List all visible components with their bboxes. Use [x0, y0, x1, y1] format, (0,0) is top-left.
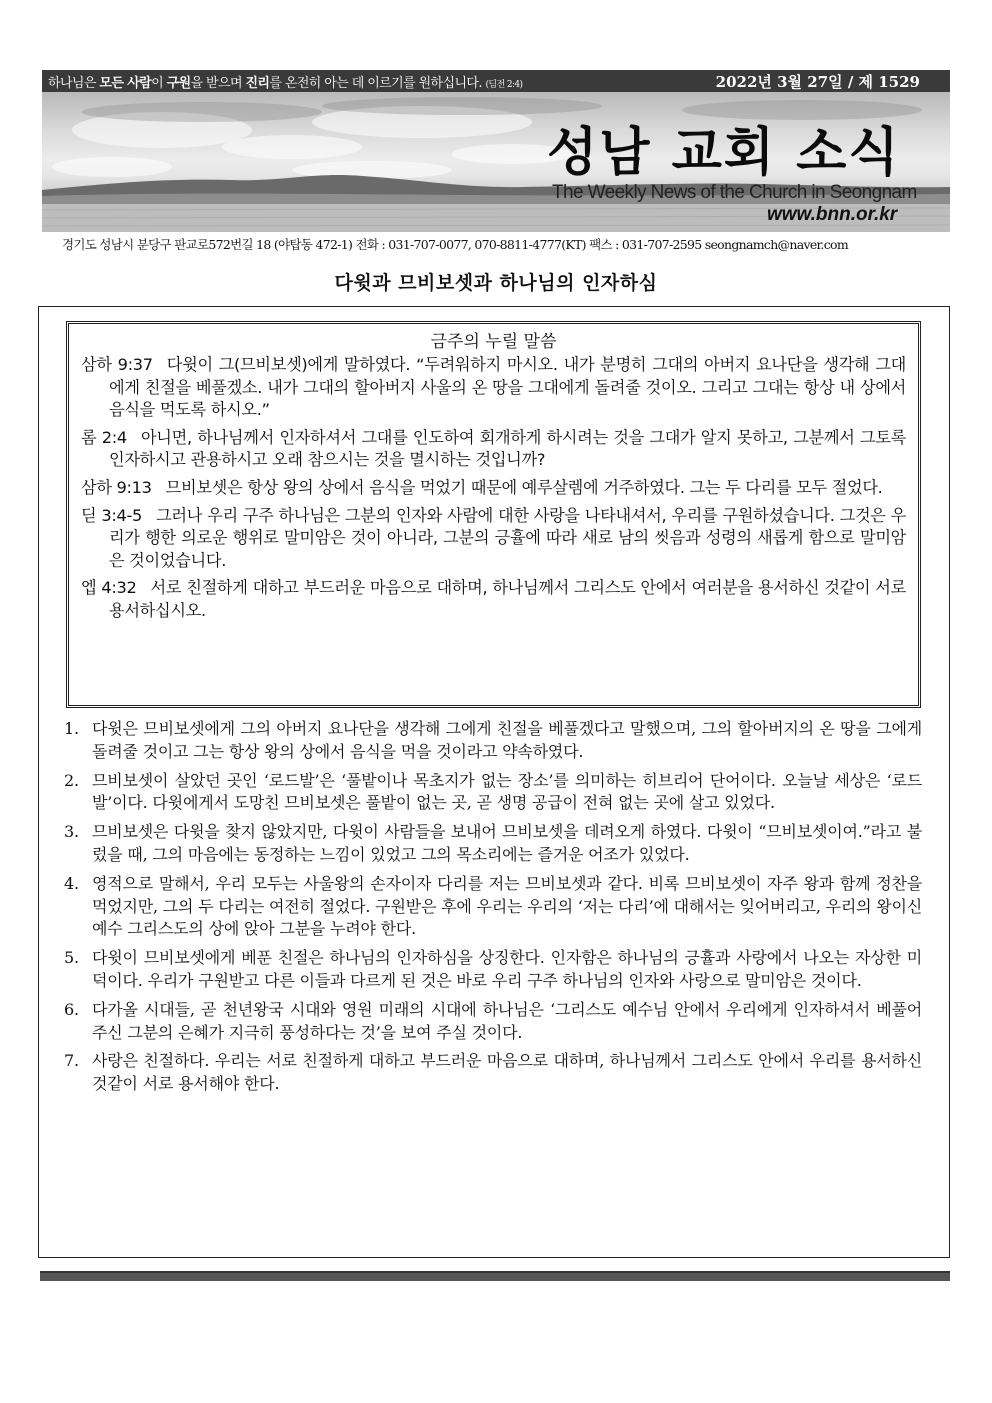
point-number: 7. — [64, 1051, 79, 1071]
verse-item — [81, 577, 906, 622]
verse-text: 므비보셋은 항상 왕의 상에서 음식을 먹었기 때문에 예루살렘에 거주하였다. 그는 두 다리를 모두 절었다. — [165, 477, 883, 497]
sermon-point — [64, 718, 922, 764]
sermon-points-list — [64, 718, 922, 1102]
footer-rule — [40, 1271, 950, 1281]
point-number: 4. — [64, 873, 79, 893]
point-text: 므비보셋은 다윗을 찾지 않았지만, 다윗이 사람들을 보내어 므비보셋을 데려오게 하였다. 다윗이 “므비보셋이여.”라고 불렀을 때, 그의 마음에는 동정하는 느낌이 있었고 그의 목소리에는 즐거운 어조가 있었다. — [92, 822, 922, 864]
point-text: 다윗은 므비보셋에게 그의 아버지 요나단을 생각해 그에게 친절을 베풀겠다고 말했으며, 그의 할아버지의 온 땅을 그에게 돌려줄 것이고 그는 항상 왕의 상에서 음식을 먹을 것이라고 약속하였다. — [92, 719, 922, 761]
verse-text: 서로 친절하게 대하고 부드러운 마음으로 대하며, 하나님께서 그리스도 안에서 여러분을 용서하신 것같이 서로 용서하십시오. — [109, 578, 906, 620]
motto-segment: 를 온전히 아는 데 이르기를 원하십니다. — [269, 76, 482, 91]
verse-text: 아니면, 하나님께서 인자하셔서 그대를 인도하여 회개하게 하시려는 것을 그대가 알지 못하고, 그분께서 그토록 인자하시고 관용하시고 오래 참으시는 것을 멸시하는 것입니까? — [109, 427, 906, 470]
verse-item — [81, 427, 906, 472]
issue-date-number: 2022년 3월 27일 / 제 1529 — [715, 73, 920, 91]
weekly-verses-box — [66, 321, 921, 708]
point-number: 1. — [64, 719, 79, 738]
motto-reference: (딤전 2:4) — [485, 80, 523, 90]
point-number: 3. — [64, 822, 79, 842]
point-number: 6. — [64, 999, 79, 1019]
header-top-strip — [42, 70, 950, 92]
motto-segment: 진리 — [245, 76, 270, 91]
point-number: 2. — [64, 770, 79, 790]
motto-segment: 모든 사람 — [99, 76, 152, 91]
point-text: 다윗이 므비보셋에게 베푼 친절은 하나님의 인자하심을 상징한다. 인자함은 하나님의 긍휼과 사랑에서 나오는 자상한 미덕이다. 우리가 구원받고 다른 이들과 다르게 된 것은 바로 우리 구주 하나님의 인자와 사랑으로 말미암은 것이다. — [92, 948, 922, 990]
newsletter-subtitle: The Weekly News of the Church in Seongnam — [552, 182, 917, 203]
point-text: 므비보셋이 살았던 곳인 ‘로드발’은 ‘풀밭이나 목초지가 없는 장소’를 의미하는 히브리어 단어이다. 오늘날 세상은 ‘로드발’이다. 다윗에게서 도망친 므비보셋은 풀밭이 없는 곳, 곧 생명 공급이 전혀 없는 곳에 살고 있었다. — [92, 770, 922, 813]
church-address-contact: 경기도 성남시 분당구 판교로572번길 18 (야탑동 472-1) 전화 : 031-707-0077, 070-8811-4777(KT) 팩스 : 031-707-2595 seongnamch@naver.com — [62, 237, 848, 252]
point-text: 사랑은 친절하다. 우리는 서로 친절하게 대하고 부드러운 마음으로 대하며, 하나님께서 그리스도 안에서 우리를 용서하신 것같이 서로 용서해야 한다. — [92, 1051, 922, 1094]
point-text: 영적으로 말해서, 우리 모두는 사울왕의 손자이자 다리를 저는 므비보셋과 같다. 비록 므비보셋이 자주 왕과 함께 정찬을 먹었지만, 그의 두 다리는 여전히 절었다. 구원받은 후에 우리는 우리의 ‘저는 다리’에 대해서는 잊어버리고, 우리의 왕이신 예수 그리스도의 상에 앉아 그분을 누려야 한다. — [92, 873, 923, 939]
verse-reference: 엡 4:32 — [81, 578, 137, 598]
motto-segment: 이 — [151, 76, 167, 91]
point-number: 5. — [64, 948, 79, 968]
motto-segment: 하나님은 — [48, 76, 100, 91]
masthead-banner — [42, 92, 950, 232]
verse-item — [81, 477, 906, 500]
verse-reference: 삼하 9:13 — [81, 477, 152, 497]
article-headline: 다윗과 므비보셋과 하나님의 인자하심 — [334, 272, 658, 294]
sermon-point — [64, 947, 922, 993]
verse-text: 그러나 우리 구주 하나님은 그분의 인자와 사람에 대한 사랑을 나타내셔서, 우리를 구원하셨습니다. 그것은 우리가 행한 의로운 행위로 말미암은 것이 아니라, 그분의 긍휼에 따라 새로 남의 씻음과 성령의 새롭게 함으로 말미암은 것이었습니다. — [109, 505, 906, 570]
sermon-point — [64, 821, 922, 867]
website-url: www.bnn.or.kr — [767, 204, 898, 225]
verse-item — [81, 354, 906, 422]
point-text: 다가올 시대들, 곧 천년왕국 시대와 영원 미래의 시대에 하나님은 ‘그리스도 예수님 안에서 우리에게 인자하셔서 베풀어 주신 그분의 은혜가 지극히 풍성하다는 것’을 보여 주실 것이다. — [92, 999, 922, 1042]
verse-reference: 딛 3:4-5 — [81, 505, 143, 525]
motto-text — [48, 72, 522, 91]
sermon-point — [64, 999, 922, 1045]
sermon-point — [64, 873, 922, 941]
verse-text: 다윗이 그(므비보셋)에게 말하였다. “두려워하지 마시오. 내가 분명히 그대의 아버지 요나단을 생각해 그대에게 친절을 베풀겠소. 내가 그대의 할아버지 사울의 온 땅을 그대에게 돌려줄 것이오. 그리고 그대는 항상 내 상에서 음식을 먹도록 하시오.” — [109, 355, 906, 420]
motto-segment: 구원 — [166, 76, 191, 91]
newsletter-title: 성남 교회 소식 — [547, 123, 901, 183]
verse-item — [81, 505, 906, 573]
verse-reference: 롬 2:4 — [81, 427, 127, 447]
verses-heading: 금주의 누릴 말씀 — [430, 332, 557, 352]
sermon-point — [64, 1050, 922, 1096]
sermon-point — [64, 770, 922, 816]
motto-segment: 을 받으며 — [190, 76, 246, 91]
verse-reference: 삼하 9:37 — [81, 355, 153, 374]
verse-list — [81, 354, 906, 623]
